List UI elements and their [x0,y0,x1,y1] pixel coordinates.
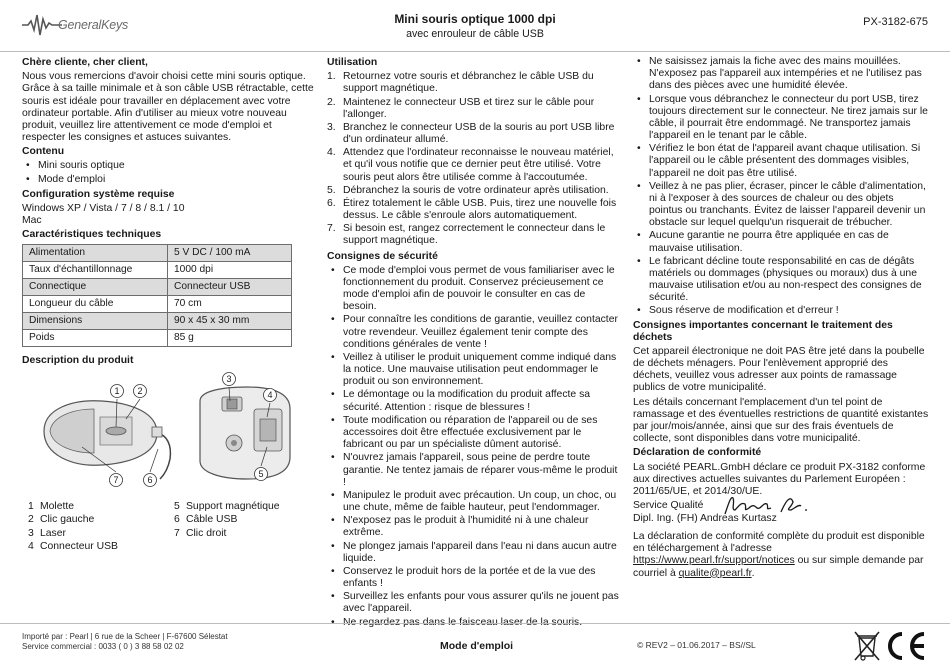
list-item: 7. Si besoin est, rangez correctement le connecteur dans le support magnétique. [327,223,606,247]
disposal-paragraph: Cet appareil électronique ne doit PAS être jeté dans la poubelle de déchets ménagers. Pour l'enlèvement approprié des déchets, veuillez vous adresser aux points de ramassage publics de votre municipalité. [633,345,925,394]
safety-list-continued [633,56,929,318]
full-declaration-text: La déclaration de conformité complète du produit est disponible en téléchargement à l'adresse https://www.pearl.fr/support/notices ou sur simple demande par courriel à qualite@pearl.fr. [633,531,925,579]
service-label: Service Qualité [633,500,704,512]
column-safety-conformity [633,56,929,582]
description-heading: Description du produit [22,355,134,367]
list-item: • Pour connaître les conditions de garantie, veuillez contacter votre revendeur. Veuillez également tenir compte des conditions générales de vente ! [327,314,619,351]
list-item: • Veillez à ne pas plier, écraser, pincer le câble d'alimentation, ni à l'exposer à des sources de chaleur ou des objets pointus ou tranchants. Évitez de laisser l'appareil devenir un obstacle sur lequel quelqu'un risquerait de trébucher. [633,181,929,230]
svg-text:3: 3 [226,374,232,385]
spec-key: Poids [23,330,168,347]
list-item: • Toute modification ou réparation de l'appareil ou de ses accessoires doit être effectuée exclusivement par le fabricant ou par un spécialiste dûment autorisé. [327,415,619,452]
list-item: • Lorsque vous débranchez le connecteur du port USB, tirez toujours directement sur le connecteur. Ne tirez jamais sur le câble, il pourrait être endommagé. Ne transportez jamais l'appareil en le tenant par le câble. [633,94,929,143]
list-item: • Mini souris optique [22,160,314,172]
usage-heading: Utilisation [327,57,378,68]
notices-link[interactable]: https://www.pearl.fr/support/notices [633,555,795,567]
signature-block [633,498,929,528]
spec-key: Alimentation [23,245,168,262]
list-item: • Ne saisissez jamais la fiche avec des mains mouillées. N'exposez pas l'appareil aux intempéries et ne l'utilisez pas dans des pièces avec une humidité élevée. [633,56,929,93]
page-footer [0,623,950,671]
spec-value: Connecteur USB [168,279,292,296]
list-item: • Le fabricant décline toute responsabilité en cas de dégâts matériels ou dommages (physiques ou moraux) dus à une mauvaise utilisation et/ou au non-respect des consignes de sécurité. [633,256,929,305]
list-item: • Surveillez les enfants pour vous assurer qu'ils ne jouent pas avec l'appareil. [327,591,619,615]
list-item: 6. Étirez totalement le câble USB. Puis, tirez une nouvelle fois dessus. Le câble s'enroule alors automatiquement. [327,197,617,222]
email-link[interactable]: qualite@pearl.fr [678,567,752,579]
table-row [23,330,292,347]
compliance-marks [854,630,928,662]
callout-3 [223,373,236,386]
callout-5 [255,468,268,481]
list-item: • N'exposez pas le produit à l'humidité ni à une chaleur extrême. [327,515,619,539]
tech-heading: Caractéristiques techniques [22,229,162,241]
document-type: Mode d'emploi [440,640,514,652]
list-item: • Sous réserve de modification et d'erreur ! [633,305,929,317]
safety-list [327,265,619,629]
spec-value: 85 g [168,330,292,347]
parts-legend [22,501,314,553]
callout-1 [111,385,124,398]
callout-7 [110,474,123,487]
list-item: 2 Clic gauche [28,514,95,526]
conformity-statement: La société PEARL.GmbH déclare ce produit PX-3182 conforme aux directives actuelles suivantes du Parlement Européen : 2011/65/UE, et 2014/30/UE. [633,461,926,497]
list-item: 3 Laser [28,527,66,539]
list-item: 2. Maintenez le connecteur USB et tirez sur le câble pour l'allonger. [327,96,595,120]
spec-value: 70 cm [168,296,292,313]
table-row [23,296,292,313]
list-item: 3. Branchez le connecteur USB de la souris au port USB libre d'un ordinateur allumé. [327,121,615,146]
table-row [23,313,292,330]
list-item: • Ne plongez jamais l'appareil dans l'eau ni dans aucun autre liquide. [327,541,619,565]
column-intro [22,56,314,553]
document-title: Mini souris optique 1000 dpi [394,12,556,26]
svg-text:1: 1 [114,386,120,397]
specs-table [22,244,292,347]
list-item: 5 Support magnétique [174,501,280,513]
disposal-heading: Consignes importantes concernant le traitement des déchets [633,319,893,343]
list-item: • Le démontage ou la modification du produit affecte sa sécurité. Attention : risque de blessures ! [327,389,619,413]
list-item: • Conservez le produit hors de la portée et de la vue des enfants ! [327,566,619,590]
callout-4 [264,389,277,402]
sysreq-os: Windows XP / Vista / 7 / 8 / 8.1 / 10 [22,202,185,214]
list-item: • Ne regardez pas dans le faisceau laser de la souris. [327,617,619,629]
spec-value: 5 V DC / 100 mA [168,245,292,262]
list-item: • Veillez à utiliser le produit uniquement comme indiqué dans la notice. Une mauvaise utilisation peut endommager le produit ou son environnement. [327,352,619,389]
list-item: 4. Attendez que l'ordinateur reconnaisse le nouveau matériel, et qu'il vous notifie que ce dernier peut être utilisé. Votre souris peut alors être utilisée comme à l'accoutumée. [327,147,614,183]
importer-address: Importé par : Pearl | 6 rue de la Scheer | F-67600 Sélestat [22,632,228,641]
list-item: • Vérifiez le bon état de l'appareil avant chaque utilisation. Si l'appareil ou le câble présentent des dommages visibles, l'appareil ne doit pas être utilisé. [633,143,929,180]
weee-bin-icon [854,630,880,662]
safety-heading: Consignes de sécurité [327,250,438,262]
svg-text:7: 7 [113,475,119,486]
importer-info [22,632,228,653]
list-item: 1 Molette [28,501,75,513]
disposal-details: Les détails concernant l'emplacement d'un tel point de ramassage et des éventuelles restrictions de quantité existantes par jour/mois/année, ainsi que sur des frais éventuels de collecte, sont disponibles dans votre municipalité. [633,396,929,445]
table-row [23,245,292,262]
spec-key: Longueur du câble [23,296,168,313]
list-item: 6 Câble USB [174,514,238,526]
brand-name: GeneralKeys [58,17,129,32]
callout-2 [134,385,147,398]
svg-text:6: 6 [147,475,153,486]
article-number: PX-3182-675 [863,16,928,28]
greeting: Chère cliente, cher client, [22,57,148,68]
list-item: 5. Débranchez la souris de votre ordinateur après utilisation. [327,184,609,196]
callout-markers [22,369,314,497]
sysreq-heading: Configuration système requise [22,188,175,200]
service-phone: Service commercial : 0033 ( 0 ) 3 88 58 02 02 [22,642,184,652]
contents-list [22,160,314,185]
intro-paragraph: Nous vous remercions d'avoir choisi cette mini souris optique. Grâce à sa taille minimale et à son câble USB rétractable, cette souris est idéale pour travailler en déplacement avec votre ordinateur portable. Afin d'utiliser au mieux votre nouveau produit, veuillez lire attentivement ce mode d'emploi et respecter les consignes et astuces suivantes. [22,71,314,144]
spec-value: 1000 dpi [168,262,292,279]
spec-key: Taux d'échantillonnage [23,262,168,279]
list-item: 7 Clic droit [174,527,227,539]
svg-text:5: 5 [258,469,264,480]
list-item: 4 Connecteur USB [28,540,118,552]
list-item: • Aucune garantie ne pourra être appliquée en cas de mauvaise utilisation. [633,230,929,254]
spec-key: Dimensions [23,313,168,330]
page-header [0,0,950,52]
list-item: • Ce mode d'emploi vous permet de vous familiariser avec le fonctionnement du produit. Conservez précieusement ce mode d'emploi afin de pouvoir le consulter en cas de besoin. [327,265,619,314]
ce-mark-icon [884,630,928,662]
callout-6 [144,474,157,487]
list-item: • Mode d'emploi [22,174,314,186]
table-row [23,262,292,279]
list-item: • N'ouvrez jamais l'appareil, sous peine de perdre toute garantie. Ne tentez jamais de réparer vous-même le produit ! [327,452,619,489]
spec-value: 90 x 45 x 30 mm [168,313,292,330]
document-subtitle: avec enrouleur de câble USB [406,28,544,41]
signatory-name: Dipl. Ing. (FH) Andreas Kurtasz [633,513,777,525]
column-usage [327,56,619,630]
conformity-heading: Déclaration de conformité [633,447,762,459]
sysreq-mac: Mac [22,215,42,227]
spec-key: Connectique [23,279,168,296]
usage-steps [327,71,619,247]
revision-info: © REV2 – 01.06.2017 – BS//SL [637,640,756,650]
list-item: 1. Retournez votre souris et débranchez le câble USB du support magnétique. [327,71,594,95]
svg-text:4: 4 [267,390,273,401]
table-row [23,279,292,296]
svg-text:2: 2 [137,386,143,397]
contents-heading: Contenu [22,146,65,158]
list-item: • Manipulez le produit avec précaution. Un coup, un choc, ou une chute, même de faible hauteur, peut l'endommager. [327,490,619,514]
product-figure [22,369,314,497]
